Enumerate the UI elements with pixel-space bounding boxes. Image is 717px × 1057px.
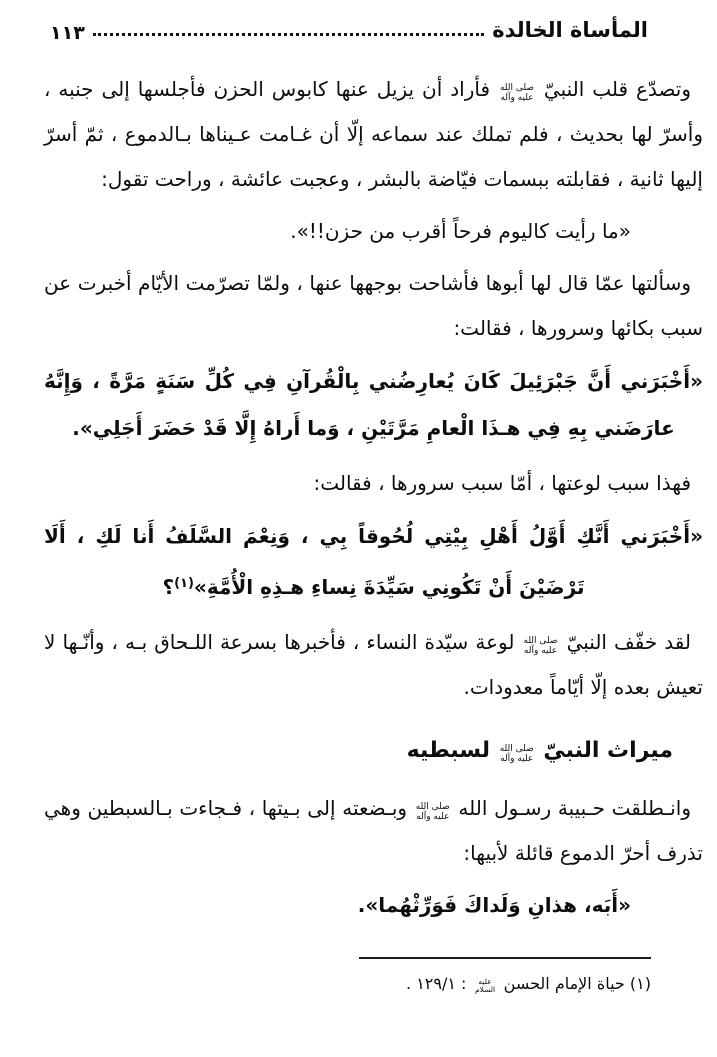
section-heading-text-b: لسبطيه <box>406 738 491 764</box>
pbuh-honorific: صلى الله عليه وآله <box>499 83 534 104</box>
hadith-quote-2 <box>44 513 703 611</box>
pbuh-honorific: صلى الله عليه وآله <box>415 802 450 823</box>
footnote-marker-ref: (١) <box>174 576 194 592</box>
page-number: ١١٣ <box>50 22 85 45</box>
section-heading-text-a: ميراث النبيّ <box>543 738 673 764</box>
footnote-area <box>46 957 651 997</box>
hadith-2-text: «أَخْبَرَني أَنَّكِ أَوَّلُ أَهْلِ بِيْتِي لُحُوقاً بِي ، وَنِعْمَ السَّلَفُ أَنا لَكِ ، أَلَا تَرْضَيْنَ أَنْ تَكُونِي سَيِّدَةَ نِساءِ هـذِهِ الْأُمَّةِ» <box>44 524 703 600</box>
paragraph-3: فهذا سبب لوعتها ، أمّا سبب سرورها ، فقالت: <box>313 471 691 496</box>
chapter-title: المأساة الخالدة <box>492 18 648 42</box>
footnote-reference: : ١٢٩/١ . <box>406 974 467 994</box>
hadith-quote-1: «أَخْبَرَني أَنَّ جَبْرَئِيلَ كَانَ يُعارِضُني بِالْقُرآنِ فِي كُلِّ سَنَةٍ مَرَّةً ، وَإِنَّهُ عارَضَني بِهِ فِي هـذَا الْعامِ مَرَّتَيْنِ ، وَما أَراهُ إِلَّا قَدْ حَضَرَ أَجَلِي». <box>44 369 703 441</box>
footnote-separator <box>359 957 651 959</box>
paragraph-4-text-a: لقد خفّف النبيّ <box>566 630 692 655</box>
paragraph-2: وسألتها عمّا قال لها أبوها فأشاحت بوجهها عنها ، ولمّا تصرّمت الأيّام أخبرت عن سبب بكائها وسرورها ، فقالت: <box>44 271 703 341</box>
paragraph-1-text-b: فأراد أن يزيل عنها كابوس الحزن فأجلسها إلى جنبه ، وأسرّ لها بحديث ، فلم تملك عند سماعه إلّا أن غـامت عـيناها بـالدموع ، ثمّ أسرّ إليها ثانية ، فقابلته ببسمات فيّاضة بالبشر ، وعجبت عائشة ، وراحت تقول: <box>44 77 703 192</box>
pbuh-honorific: صلى الله عليه وآله <box>499 744 534 765</box>
alayhi-salam-honorific: عليه السلام <box>474 977 496 995</box>
footnote-source: حياة الإمام الحسن <box>503 974 625 994</box>
paragraph-1-text-a: وتصدّع قلب النبيّ <box>543 77 692 102</box>
paragraph-5 <box>44 786 703 876</box>
page-body <box>0 45 717 928</box>
page-header <box>0 0 717 45</box>
fatima-quote: «أَبَه، هذانِ وَلَداكَ فَوَرِّثْهُما». <box>357 893 631 918</box>
paragraph-4 <box>44 620 703 710</box>
aisha-quote: «ما رأيت كاليوم فرحاً أقرب من حزن!!». <box>290 219 631 244</box>
section-heading <box>44 726 703 776</box>
pbuh-honorific: صلى الله عليه وآله <box>523 636 558 657</box>
paragraph-5-text-b: وبـضعته إلى بـيتها ، فـجاءت بـالسبطين وهي تذرف أحرّ الدموع قائلة لأبيها: <box>44 796 703 866</box>
paragraph-1 <box>44 67 703 202</box>
dotted-leader <box>93 33 484 36</box>
footnote-marker: (١) <box>629 974 651 994</box>
paragraph-4-text-b: لوعة سيّدة النساء ، فأخبرها بسرعة اللـحاق بـه ، وأنّـها لا تعيش بعده إلّا أيّاماً معدودات. <box>44 630 703 700</box>
hadith-2-question-mark: ؟ <box>162 575 175 600</box>
paragraph-5-text-a: وانـطلقت حـبيبة رسـول الله <box>458 796 692 821</box>
footnote-text <box>46 971 651 997</box>
